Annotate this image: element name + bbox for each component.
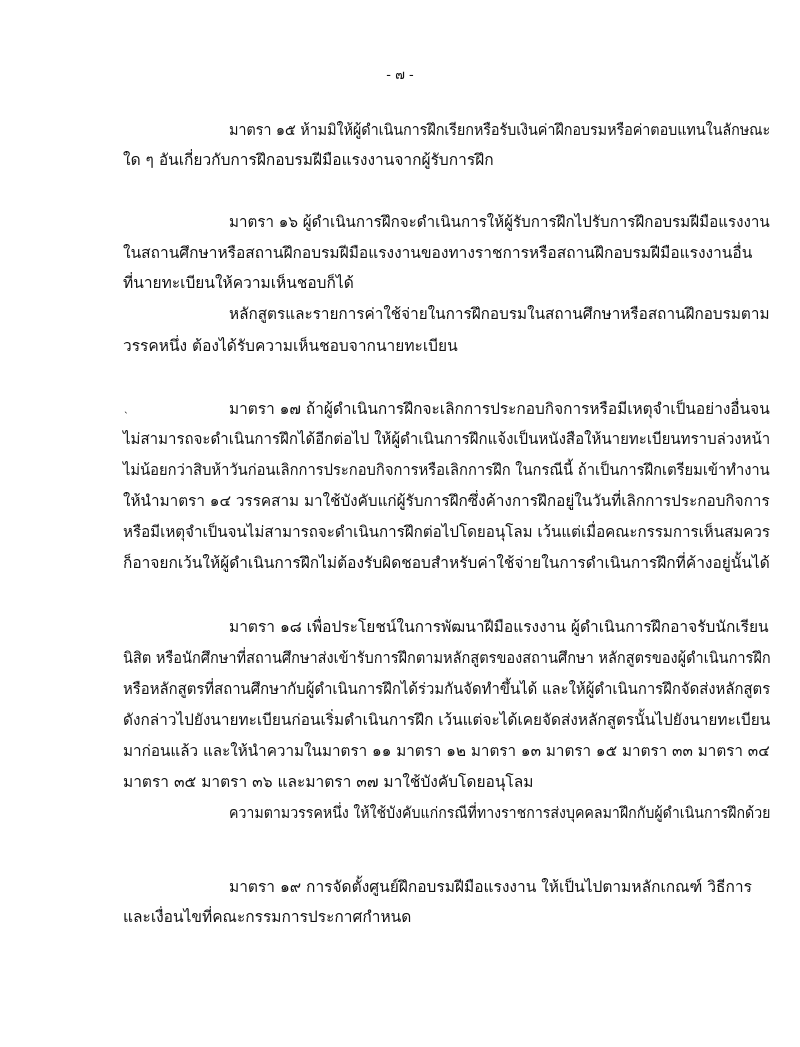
section-16-line-2: ในสถานศึกษาหรือสถานฝึกอบรมฝีมือแรงงานของทางราชการหรือสถานฝึกอบรมฝีมือแรงงานอื่น — [123, 244, 753, 262]
section-16-line-3: ที่นายทะเบียนให้ความเห็นชอบก็ได้ — [123, 274, 354, 292]
section-17-line-1: มาตรา ๑๗ ถ้าผู้ดำเนินการฝึกจะเลิกการประกอบกิจการหรือมีเหตุจำเป็นอย่างอื่นจน — [229, 400, 770, 418]
section-15-line-2: ใด ๆ อันเกี่ยวกับการฝึกอบรมฝีมือแรงงานจากผู้รับการฝึก — [123, 151, 494, 169]
section-18-line-1: มาตรา ๑๘ เพื่อประโยชน์ในการพัฒนาฝีมือแรงงาน ผู้ดำเนินการฝึกอาจรับนักเรียน — [229, 618, 769, 636]
section-18-para-2-line-1: ความตามวรรคหนึ่ง ให้ใช้บังคับแก่กรณีที่ทางราชการส่งบุคคลมาฝึกกับผู้ดำเนินการฝึกด้วย — [229, 804, 771, 822]
stray-mark: ˴ — [124, 405, 128, 418]
section-18-line-4: ดังกล่าวไปยังนายทะเบียนก่อนเริ่มดำเนินการฝึก เว้นแต่จะได้เคยจัดส่งหลักสูตรนั้นไปยังนายทะเบียน — [123, 711, 771, 729]
section-17-line-3: ไม่น้อยกว่าสิบห้าวันก่อนเลิกการประกอบกิจการหรือเลิกการฝึก ในกรณีนี้ ถ้าเป็นการฝึกเตรียมเข้าทำงาน — [123, 461, 770, 479]
section-18-line-5: มาก่อนแล้ว และให้นำความในมาตรา ๑๑ มาตรา ๑๒ มาตรา ๑๓ มาตรา ๑๕ มาตรา ๓๓ มาตรา ๓๔ — [123, 742, 770, 760]
section-17-line-6: ก็อาจยกเว้นให้ผู้ดำเนินการฝึกไม่ต้องรับผิดชอบสำหรับค่าใช้จ่ายในการดำเนินการฝึกที่ค้างอยู่นั้นได้ — [123, 554, 770, 572]
section-18-line-6: มาตรา ๓๕ มาตรา ๓๖ และมาตรา ๓๗ มาใช้บังคับโดยอนุโลม — [123, 773, 534, 791]
section-19-line-2: และเงื่อนไขที่คณะกรรมการประกาศกำหนด — [123, 908, 412, 926]
section-17-line-2: ไม่สามารถจะดำเนินการฝึกได้อีกต่อไป ให้ผู้ดำเนินการฝึกแจ้งเป็นหนังสือให้นายทะเบียนทราบล่วงหน้า — [123, 430, 771, 448]
section-18-line-3: หรือหลักสูตรที่สถานศึกษากับผู้ดำเนินการฝึกได้ร่วมกันจัดทำขึ้นได้ และให้ผู้ดำเนินการฝึกจัดส่งหลักสูตร — [123, 680, 771, 698]
section-16-para-2-line-1: หลักสูตรและรายการค่าใช้จ่ายในการฝึกอบรมในสถานศึกษาหรือสถานฝึกอบรมตาม — [229, 305, 770, 323]
section-17-line-4: ให้นำมาตรา ๑๔ วรรคสาม มาใช้บังคับแก่ผู้รับการฝึกซึ่งค้างการฝึกอยู่ในวันที่เลิกการประกอบกิจการ — [123, 492, 770, 510]
section-19-line-1: มาตรา ๑๙ การจัดตั้งศูนย์ฝึกอบรมฝีมือแรงงาน ให้เป็นไปตามหลักเกณฑ์ วิธีการ — [229, 878, 752, 896]
section-16-para-2-line-2: วรรคหนึ่ง ต้องได้รับความเห็นชอบจากนายทะเบียน — [123, 337, 458, 355]
page-number: - ๗ - — [386, 68, 414, 83]
section-18-line-2: นิสิต หรือนักศึกษาที่สถานศึกษาส่งเข้ารับการฝึกตามหลักสูตรของสถานศึกษา หลักสูตรของผู้ดำเนินการฝึก — [123, 649, 771, 667]
section-15-line-1: มาตรา ๑๕ ห้ามมิให้ผู้ดำเนินการฝึกเรียกหรือรับเงินค่าฝึกอบรมหรือค่าตอบแทนในลักษณะ — [229, 121, 771, 139]
section-16-line-1: มาตรา ๑๖ ผู้ดำเนินการฝึกจะดำเนินการให้ผู้รับการฝึกไปรับการฝึกอบรมฝีมือแรงงาน — [229, 213, 770, 231]
section-17-line-5: หรือมีเหตุจำเป็นจนไม่สามารถจะดำเนินการฝึกต่อไปโดยอนุโลม เว้นแต่เมื่อคณะกรรมการเห็นสมควร — [123, 523, 771, 541]
